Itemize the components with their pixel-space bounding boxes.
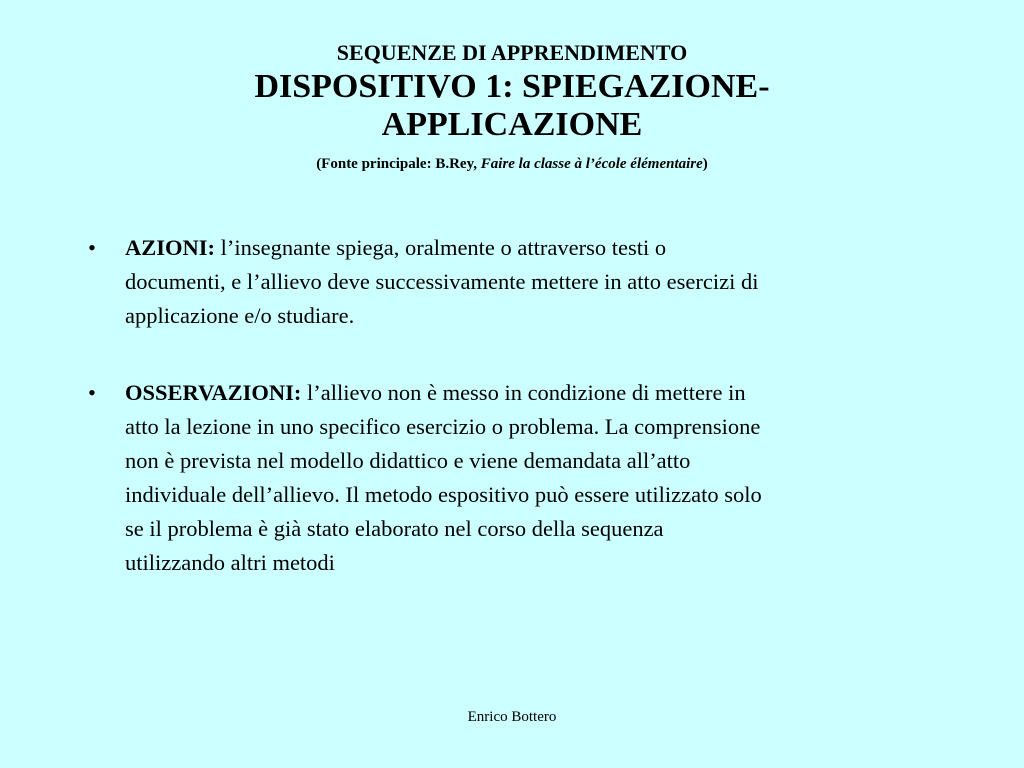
title-main [90,68,934,144]
bullet-marker: • [88,235,96,260]
bullet-line: se il problema è già stato elaborato nel corso della sequenza [125,516,664,541]
bullet-list [88,231,948,580]
bullet-line: atto la lezione in uno specifico esercizio o problema. La comprensione [125,414,761,439]
bullet-line [125,376,948,410]
title-source [90,154,934,174]
bullet-line: non è prevista nel modello didattico e viene demandata all’atto [125,448,691,473]
source-prefix: (Fonte principale: B.Rey, [316,156,481,172]
slide-title [90,40,934,174]
bullet-line: individuale dell’allievo. Il metodo espositivo può essere utilizzato solo [125,482,762,507]
bullet-text: l’allievo non è messo in condizione di mettere in [301,380,746,405]
bullet-label: AZIONI: [125,235,216,260]
bullet-text: l’insegnante spiega, oralmente o attraverso testi o [215,235,667,260]
bullet-line: utilizzando altri metodi [125,550,335,575]
title-sequence: SEQUENZE DI APPRENDIMENTO [336,40,688,65]
source-book-title: Faire la classe à l’école élémentaire [480,156,703,172]
bullet-line: documenti, e l’allievo deve successivamente mettere in atto esercizi di [125,269,759,294]
bullet-marker: • [88,380,96,405]
bullet-line [125,231,948,265]
bullet-azioni [88,231,948,333]
bullet-line: applicazione e/o studiare. [125,303,355,328]
bullet-osservazioni [88,376,948,580]
footer-author: Enrico Bottero [467,709,557,725]
title-main-line-1: DISPOSITIVO 1: SPIEGAZIONE- [254,68,770,105]
bullet-label: OSSERVAZIONI: [125,380,302,405]
source-suffix: ) [702,156,708,172]
title-main-line-2: APPLICAZIONE [381,106,643,143]
